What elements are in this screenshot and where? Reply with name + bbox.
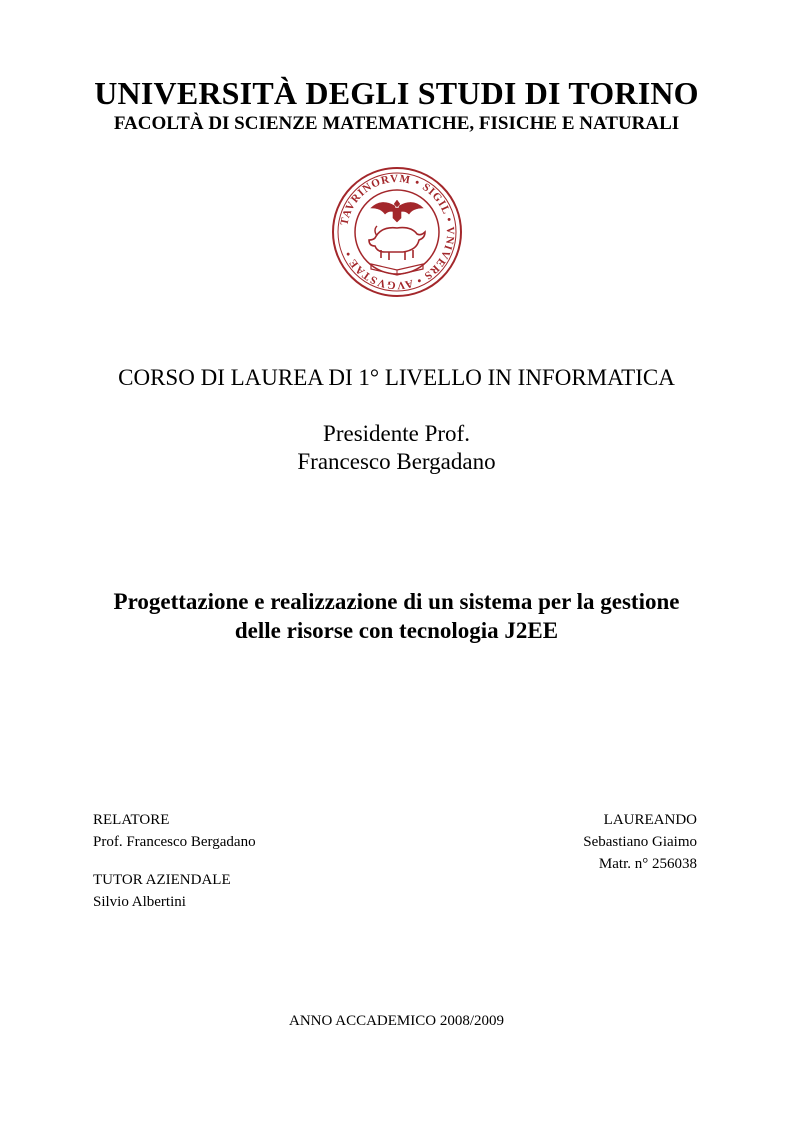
president-block — [0, 420, 793, 476]
tutor-name: Silvio Albertini — [93, 894, 186, 910]
relatore-block — [93, 809, 256, 853]
tutor-block — [93, 869, 231, 913]
course-title: CORSO DI LAUREA DI 1° LIVELLO IN INFORMATICA — [118, 365, 675, 390]
thesis-title-line-2: delle risorse con tecnologia J2EE — [234, 618, 559, 643]
thesis-title — [60, 587, 733, 645]
tutor-label: TUTOR AZIENDALE — [93, 872, 231, 888]
faculty-title: FACOLTÀ DI SCIENZE MATEMATICHE, FISICHE E NATURALI — [113, 113, 680, 134]
laureando-matricola: Matr. n° 256038 — [598, 856, 697, 872]
president-name: Francesco Bergadano — [297, 449, 496, 474]
thesis-title-line-1: Progettazione e realizzazione di un sistema per la gestione — [113, 589, 680, 614]
academic-year: ANNO ACCADEMICO 2008/2009 — [288, 1013, 504, 1029]
relatore-name: Prof. Francesco Bergadano — [93, 834, 256, 850]
laureando-block — [583, 809, 697, 875]
university-seal-logo — [331, 166, 463, 298]
president-role: Presidente Prof. — [323, 421, 470, 446]
laureando-label: LAUREANDO — [603, 812, 697, 828]
university-title: UNIVERSITÀ DEGLI STUDI DI TORINO — [94, 75, 699, 111]
relatore-label: RELATORE — [93, 812, 170, 828]
svg-text:TAVRINORVM • SIGIL • VNIVERS •: TAVRINORVM • SIGIL • VNIVERS • AVGVSTAE • — [338, 172, 457, 292]
laureando-name: Sebastiano Giaimo — [583, 834, 697, 850]
